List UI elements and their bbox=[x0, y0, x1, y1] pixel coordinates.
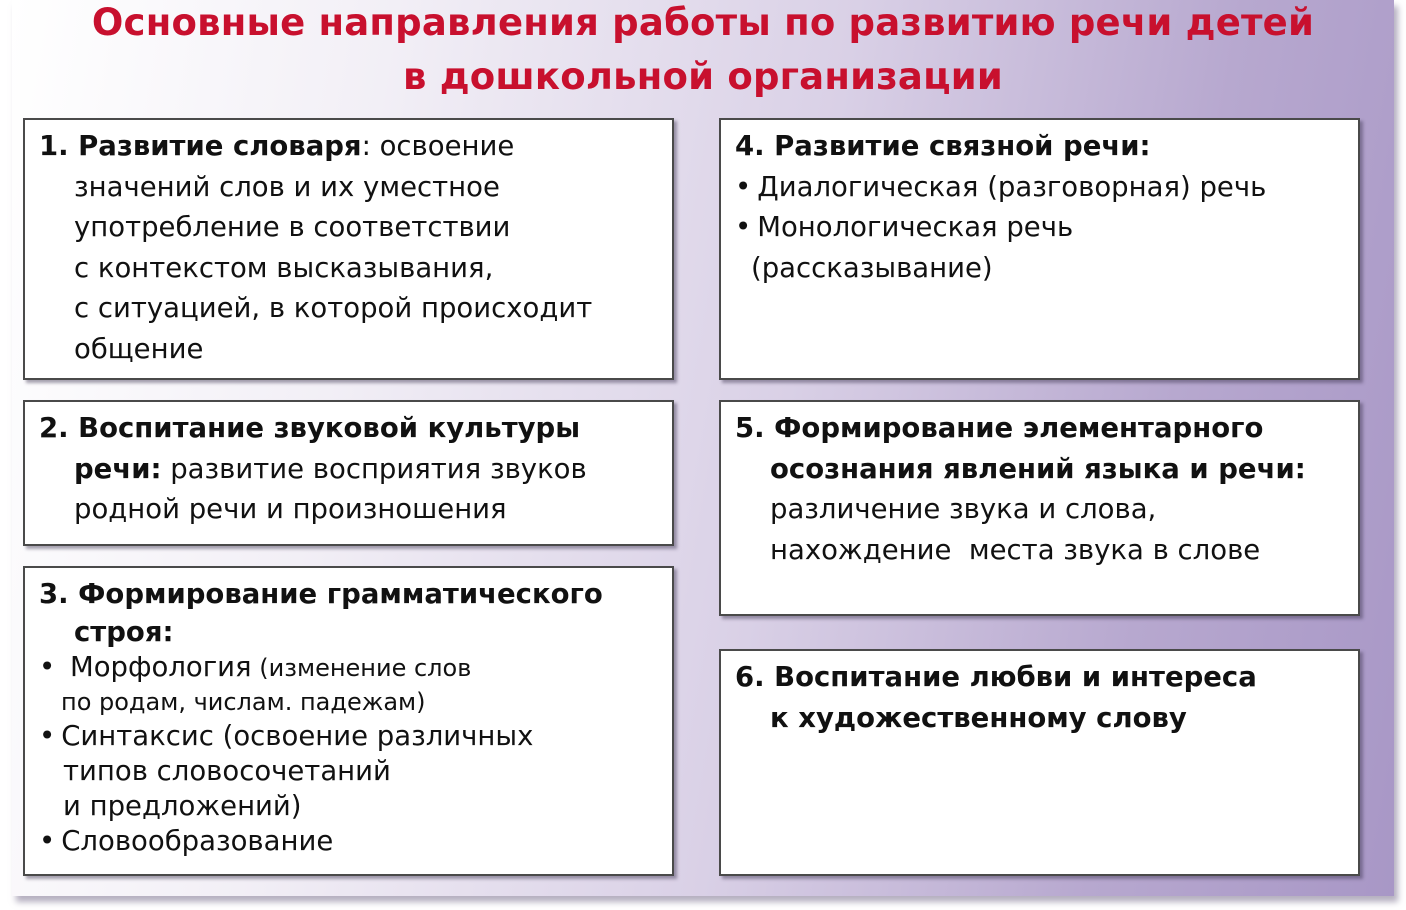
box-language-awareness-heading: 5. Формирование элементарного bbox=[735, 412, 1264, 444]
morphology-note-2: по родам, числам. падежам) bbox=[61, 687, 426, 716]
box-language-awareness bbox=[719, 400, 1360, 616]
coherent-speech-item-monologue: • Монологическая речь bbox=[735, 207, 1344, 248]
box-sound-culture-text-first: развитие восприятия звуков bbox=[161, 452, 587, 485]
coherent-speech-item-monologue-2: (рассказывание) bbox=[751, 251, 993, 284]
syntax-line-2: типов словосочетаний bbox=[63, 754, 391, 787]
box-artistic-word-heading-2: к художественному слову bbox=[770, 701, 1187, 734]
box-vocabulary-line: употребление в соответствии bbox=[74, 211, 511, 243]
box-grammar bbox=[23, 566, 674, 876]
box-artistic-word bbox=[719, 649, 1360, 876]
box-vocabulary-line: с ситуацией, в которой происходит bbox=[74, 292, 593, 324]
box-language-awareness-text-1: различение звука и слова, bbox=[770, 493, 1157, 525]
slide-title bbox=[12, 0, 1394, 104]
box-vocabulary-text-first: : освоение bbox=[361, 130, 515, 162]
box-grammar-heading: 3. Формирование грамматического bbox=[39, 578, 603, 610]
box-coherent-speech bbox=[719, 118, 1360, 380]
syntax-line-3: и предложений) bbox=[63, 789, 302, 822]
box-sound-culture-heading-2: речи: bbox=[74, 452, 162, 485]
box-vocabulary-heading: 1. Развитие словаря bbox=[39, 130, 362, 162]
box-grammar-item-word-formation: • Словообразование bbox=[39, 824, 658, 859]
coherent-speech-item-dialogue: • Диалогическая (разговорная) речь bbox=[735, 167, 1344, 208]
morphology-label: Морфология bbox=[69, 650, 252, 683]
box-grammar-heading-2: строя: bbox=[74, 615, 174, 648]
box-coherent-speech-heading: 4. Развитие связной речи: bbox=[735, 130, 1151, 162]
box-sound-culture-text-2: родной речи и произношения bbox=[74, 493, 507, 525]
box-vocabulary-line: значений слов и их уместное bbox=[74, 170, 500, 203]
box-language-awareness-heading-2: осознания явлений языка и речи: bbox=[770, 452, 1306, 485]
box-vocabulary-line: общение bbox=[74, 332, 204, 365]
box-vocabulary-line: с контекстом высказывания, bbox=[74, 251, 494, 284]
box-artistic-word-heading: 6. Воспитание любви и интереса bbox=[735, 661, 1257, 693]
box-sound-culture bbox=[23, 400, 674, 546]
title-line-1: Основные направления работы по развитию речи детей bbox=[91, 1, 1315, 44]
title-line-2: в дошкольной организации bbox=[403, 55, 1003, 98]
box-sound-culture-heading: 2. Воспитание звуковой культуры bbox=[39, 412, 581, 444]
box-language-awareness-text-2: нахождение места звука в слове bbox=[770, 533, 1261, 566]
box-vocabulary bbox=[23, 118, 674, 380]
box-grammar-item-morphology bbox=[39, 650, 658, 686]
box-grammar-item-syntax: • Синтаксис (освоение различных bbox=[39, 719, 658, 754]
morphology-note: (изменение слов bbox=[251, 653, 472, 682]
